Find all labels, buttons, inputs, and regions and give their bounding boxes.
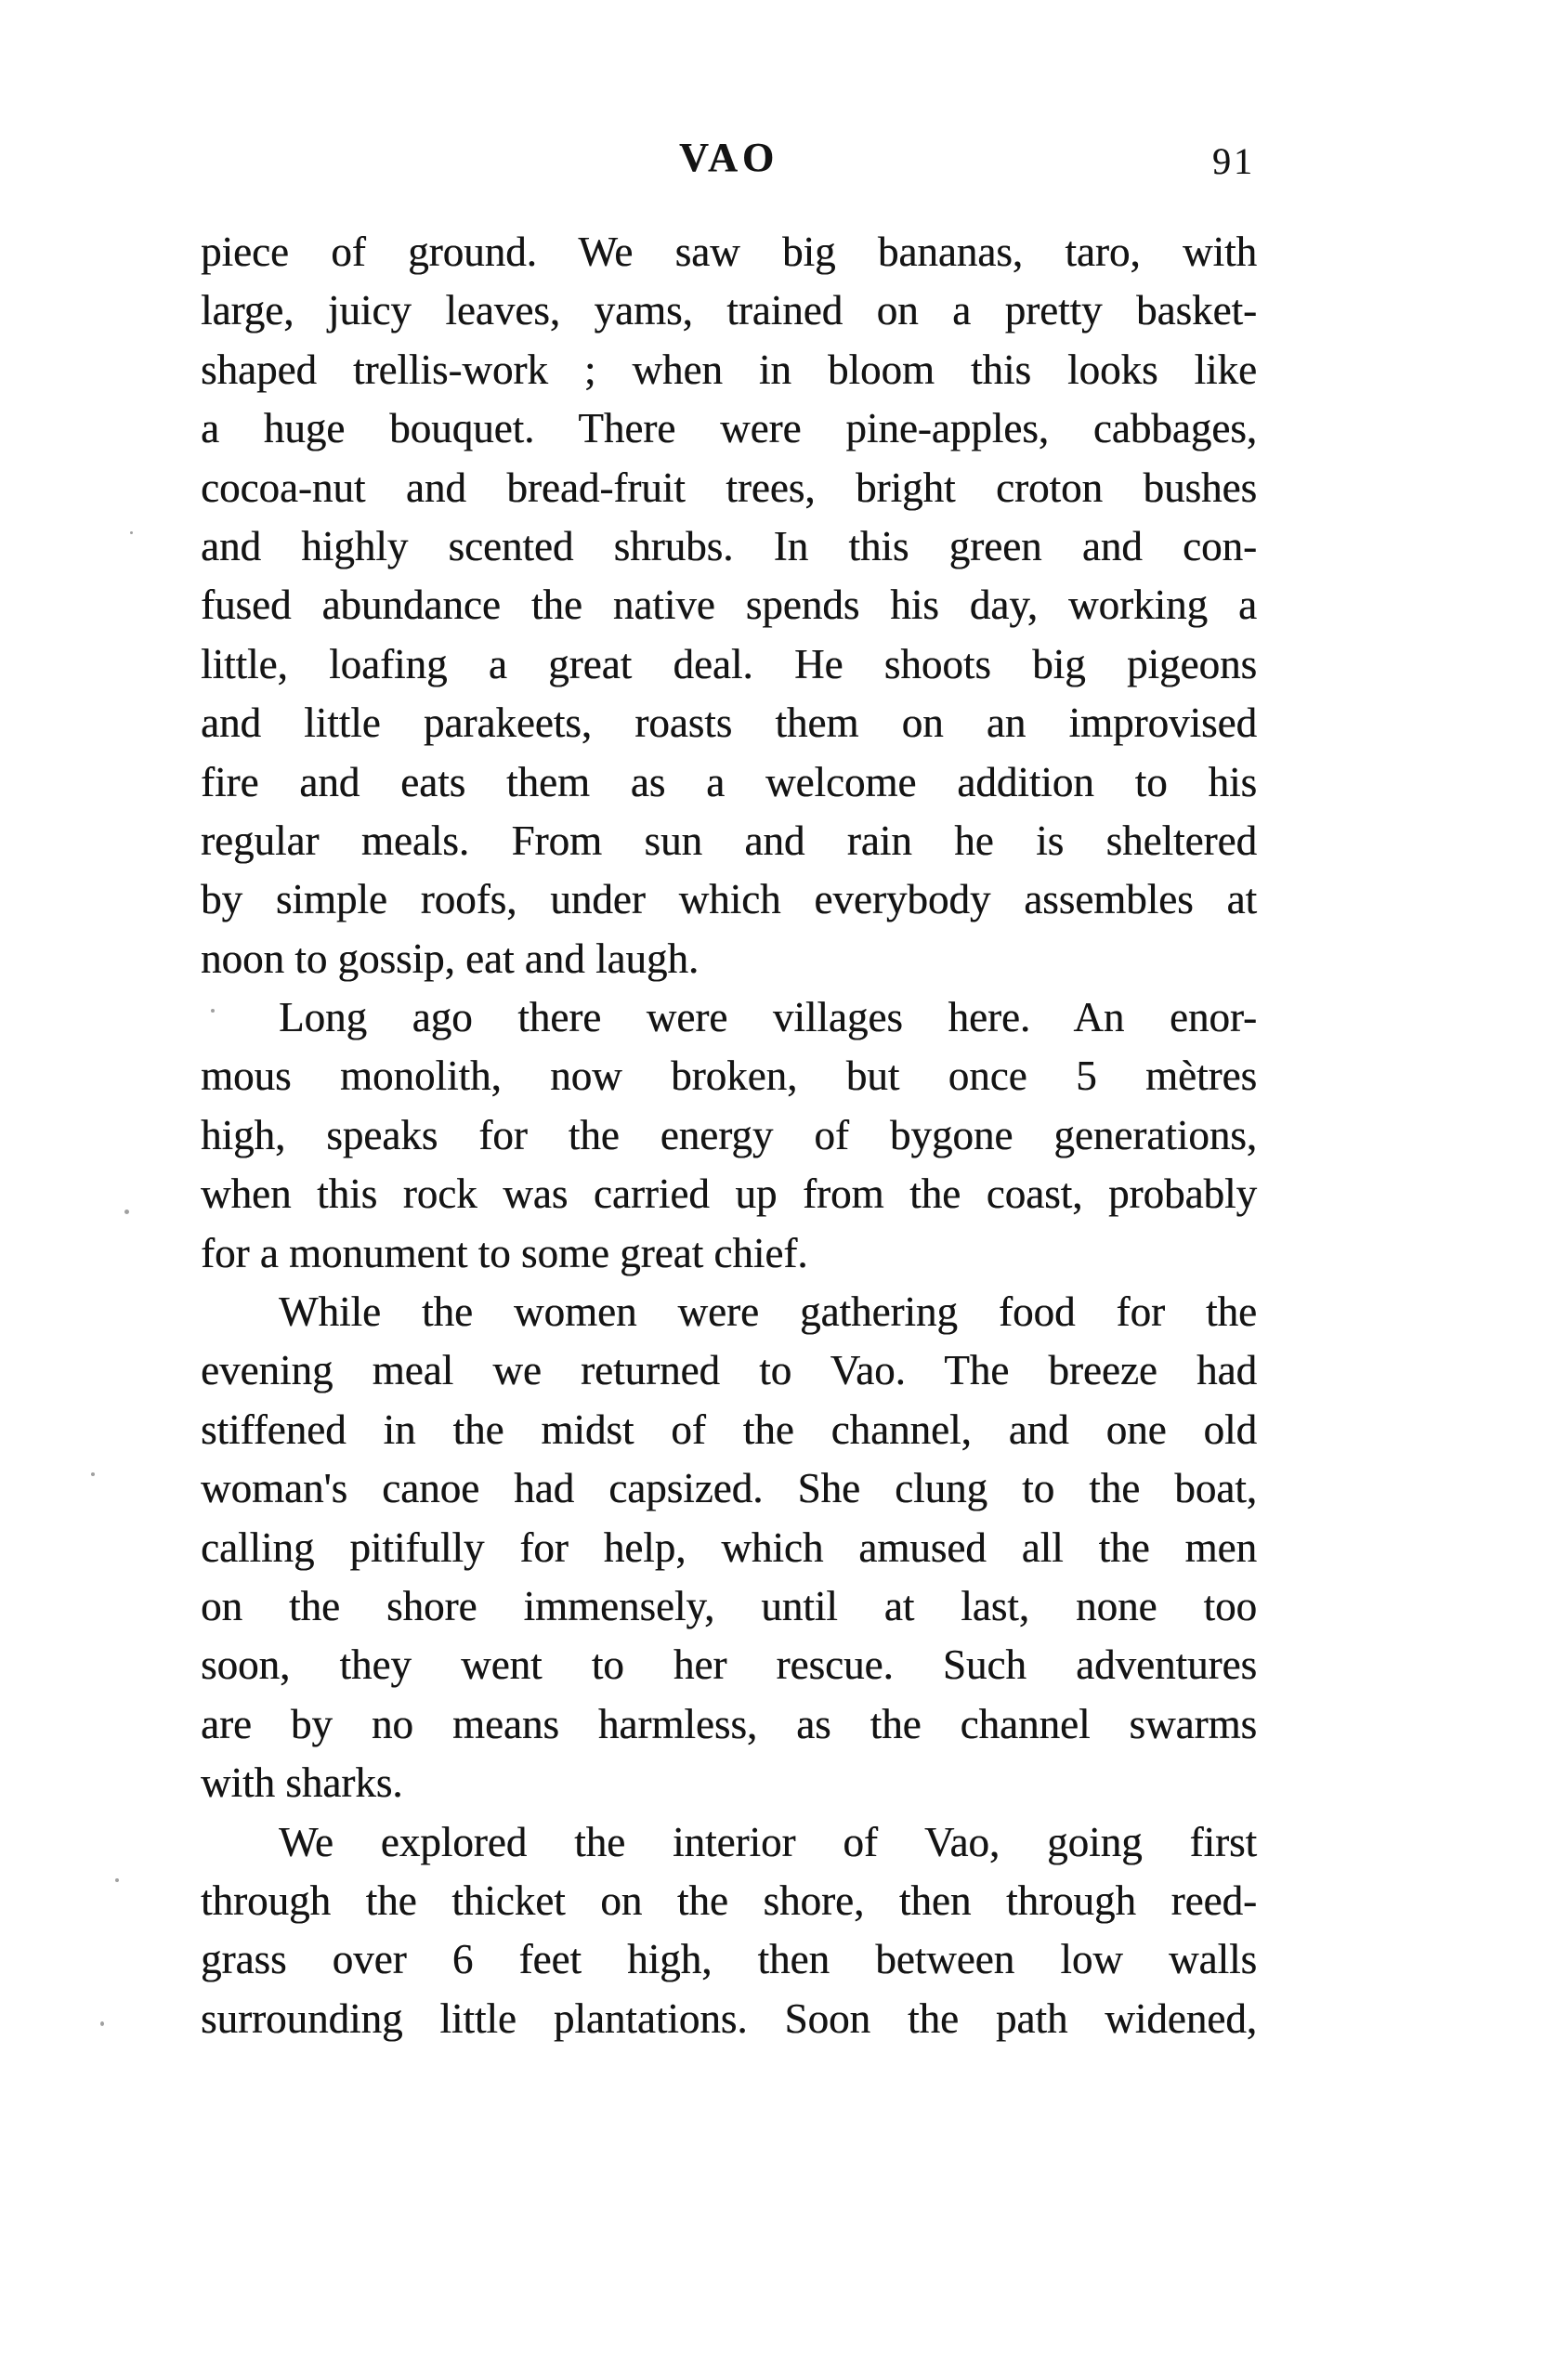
scan-speck	[91, 1472, 95, 1476]
text-line: cocoa-nut and bread-fruit trees, bright croton bushes	[201, 464, 1257, 511]
scan-speck	[100, 2021, 104, 2026]
text-line: evening meal we returned to Vao. The breeze had	[201, 1347, 1257, 1394]
text-line: noon to gossip, eat and laugh.	[201, 935, 700, 982]
text-line: high, speaks for the energy of bygone generations,	[201, 1111, 1257, 1158]
text-line: large, juicy leaves, yams, trained on a pretty basket-	[201, 287, 1257, 334]
text-line: a huge bouquet. There were pine-apples, cabbages,	[201, 405, 1257, 452]
text-line: We explored the interior of Vao, going first	[279, 1818, 1257, 1865]
scan-speck	[130, 531, 133, 534]
page-title: VAO	[678, 135, 779, 180]
text-line: fused abundance the native spends his day, working a	[201, 582, 1257, 629]
text-line: by simple roofs, under which everybody assembles at	[201, 876, 1257, 923]
text-line: calling pitifully for help, which amused all the men	[201, 1523, 1257, 1571]
scan-speck	[124, 1210, 129, 1214]
text-line: shaped trellis-work ; when in bloom this looks like	[201, 346, 1257, 393]
text-line: While the women were gathering food for the	[279, 1288, 1257, 1336]
text-line: on the shore immensely, until at last, none too	[201, 1582, 1257, 1629]
text-line: and little parakeets, roasts them on an improvised	[201, 700, 1257, 747]
text-line: are by no means harmless, as the channel swarms	[201, 1700, 1257, 1747]
text-line: for a monument to some great chief.	[201, 1229, 808, 1276]
scan-speck	[115, 1878, 119, 1882]
text-line: and highly scented shrubs. In this green and con-	[201, 522, 1257, 569]
text-line: mous monolith, now broken, but once 5 mètres	[201, 1053, 1257, 1100]
text-line: Long ago there were villages here. An enor-	[279, 994, 1257, 1041]
text-line: woman's canoe had capsized. She clung to the boat,	[201, 1465, 1257, 1512]
text-line: grass over 6 feet high, then between low walls	[201, 1936, 1257, 1983]
running-header	[201, 136, 1257, 188]
scan-speck	[211, 1009, 215, 1013]
text-line: soon, they went to her rescue. Such adventures	[201, 1641, 1257, 1689]
text-line: surrounding little plantations. Soon the path widened,	[201, 1994, 1257, 2042]
body-text	[201, 223, 1257, 2048]
text-line: stiffened in the midst of the channel, and one old	[201, 1406, 1257, 1453]
text-line: through the thicket on the shore, then through reed-	[201, 1877, 1257, 1924]
text-line: when this rock was carried up from the coast, probably	[201, 1170, 1257, 1218]
page-number: 91	[1212, 140, 1255, 182]
text-line: fire and eats them as a welcome addition to his	[201, 758, 1257, 805]
text-line: piece of ground. We saw big bananas, taro, with	[201, 229, 1257, 275]
text-line: with sharks.	[201, 1759, 403, 1807]
text-line: little, loafing a great deal. He shoots big pigeons	[201, 640, 1257, 687]
text-line: regular meals. From sun and rain he is sheltered	[201, 817, 1257, 864]
